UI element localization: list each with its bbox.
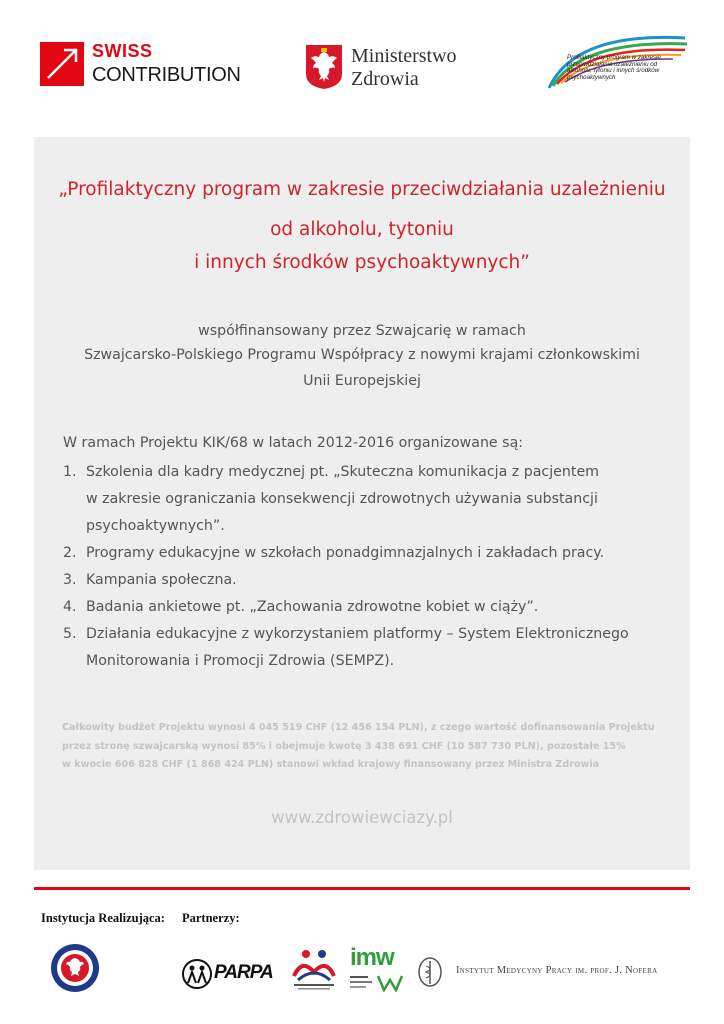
sanepid-emblem-icon	[50, 943, 100, 993]
list-item-text: Kampania społeczna.	[86, 572, 237, 588]
swiss-cross-icon	[40, 42, 84, 86]
imw-text: imw	[350, 944, 394, 971]
parpa-figures-icon	[182, 959, 212, 989]
ministry-of-health-logo	[305, 44, 485, 92]
nofer-text: Instytut Medycyny Pracy im. prof. J. Nofera	[456, 965, 658, 976]
list-item-number: 1.	[63, 464, 77, 480]
list-item-text: Szkolenia dla kadry medycznej pt. „Skuteczna komunikacja z pacjentem	[86, 464, 599, 480]
contribution-label: CONTRIBUTION	[92, 64, 241, 86]
budget-line-1: Całkowity budżet Projektu wynosi 4 045 519 CHF (12 456 154 PLN), z czego wartość dofinansowania Projektu	[62, 722, 655, 733]
cofinance-line-2: Szwajcarsko-Polskiego Programu Współpracy z nowymi krajami członkowskimi	[84, 347, 640, 363]
list-item-text: Programy edukacyjne w szkołach ponadgimnazjalnych i zakładach pracy.	[86, 545, 605, 561]
list-item-text: Działania edukacyjne z wykorzystaniem platformy – System Elektronicznego	[86, 626, 629, 642]
title-line-1: „Profilaktyczny program w zakresie przeciwdziałania uzależnieniu	[58, 179, 666, 200]
cofinance-line-3: Unii Europejskiej	[303, 373, 421, 389]
main-panel	[34, 137, 690, 870]
polish-eagle-icon	[305, 44, 343, 90]
list-item-number: 2.	[63, 545, 77, 561]
institution-label: Instytucja Realizująca:	[41, 911, 165, 925]
list-item-text: w zakresie ograniczania konsekwencji zdrowotnych używania substancji	[86, 491, 598, 507]
list-item-number: 4.	[63, 599, 77, 615]
program-logo-text: Profilaktyczny program w zakresie przeciwdziałania uzależnieniu od alkoholu, tytoniu i innych środków psychoaktywnych	[567, 54, 661, 81]
cofinance-line-1: współfinansowany przez Szwajcarię w ramach	[198, 323, 526, 339]
budget-line-3: w kwocie 606 828 CHF (1 868 424 PLN) stanowi wkład krajowy finansowany przez Ministra Zdrowia	[62, 759, 600, 770]
list-item-text: Badania ankietowe pt. „Zachowania zdrowotne kobiet w ciąży”.	[86, 599, 539, 615]
website-link[interactable]: www.zdrowiewciazy.pl	[271, 808, 453, 827]
list-item-text: Monitorowania i Promocji Zdrowia (SEMPZ).	[86, 653, 395, 669]
list-item-text: psychoaktywnych”.	[86, 518, 225, 534]
parpa-text: PARPA	[214, 962, 273, 983]
program-logo	[545, 28, 690, 94]
health-label: Zdrowia	[351, 68, 419, 90]
ministry-label: Ministerstwo	[351, 45, 457, 67]
divider	[34, 887, 690, 890]
imw-logo	[350, 944, 406, 990]
title-line-3: i innych środków psychoaktywnych”	[194, 252, 530, 273]
budget-line-2: przez stronę szwajcarską wynosi 85% i obejmuje kwotę 3 438 691 CHF (10 587 730 PLN), pozostałe 15%	[62, 741, 626, 752]
partners-label: Partnerzy:	[182, 911, 240, 925]
caduceus-icon	[418, 957, 442, 987]
nofer-institute-logo	[418, 957, 688, 987]
swiss-contribution-logo	[40, 42, 250, 88]
khbp-emblem-icon	[288, 946, 340, 992]
list-item-number: 5.	[63, 626, 77, 642]
imw-wave-icon	[350, 974, 406, 992]
parpa-logo	[182, 958, 277, 990]
swiss-label: SWISS	[92, 41, 153, 61]
title-line-2: od alkoholu, tytoniu	[270, 219, 454, 240]
list-item-number: 3.	[63, 572, 77, 588]
intro-text: W ramach Projektu KIK/68 w latach 2012-2016 organizowane są:	[63, 435, 524, 451]
